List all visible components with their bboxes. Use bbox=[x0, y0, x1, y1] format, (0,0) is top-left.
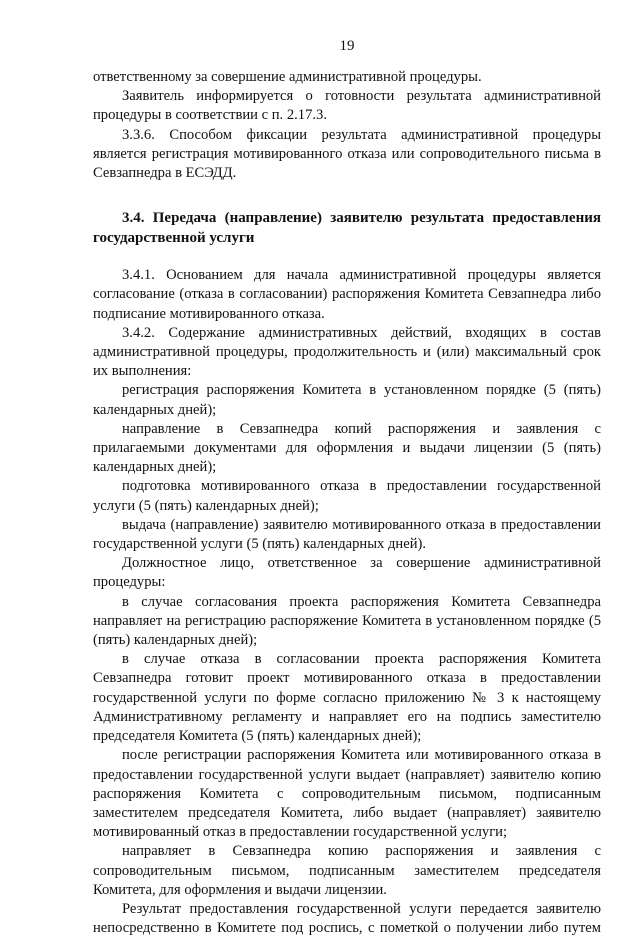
paragraph: ответственному за совершение административной процедуры. bbox=[93, 69, 482, 85]
document-body bbox=[93, 68, 601, 938]
paragraph: 3.4.2. Содержание административных действий, входящих в состав административной процедуры, продолжительность и (или) максимальный срок их выполнения: bbox=[93, 324, 601, 380]
document-page bbox=[93, 0, 601, 937]
paragraph: 3.3.6. Способом фиксации результата административной процедуры является регистрация мотивированного отказа или сопроводительного письма в Севзапнедра в ЕСЭДД. bbox=[93, 126, 601, 182]
list-item: в случае отказа в согласовании проекта распоряжения Комитета Севзапнедра готовит проект мотивированного отказа в предоставлении государственной услуги по форме согласно приложению № 3 к настоящему Административному регламенту и направляет его на подпись заместителю председателя Комитета (5 (пять) календарных дней); bbox=[93, 651, 601, 745]
page-number: 19 bbox=[339, 38, 355, 54]
list-item: направляет в Севзапнедра копию распоряжения и заявления с сопроводительным письмом, подписанным заместителем председателя Комитета, для оформления и выдачи лицензии. bbox=[93, 843, 601, 898]
paragraph: Должностное лицо, ответственное за совершение административной процедуры: bbox=[93, 555, 601, 591]
list-item: направление в Севзапнедра копий распоряжения и заявления с прилагаемыми документами для оформления и выдачи лицензии (5 (пять) календарных дней); bbox=[93, 420, 601, 476]
paragraph: Заявитель информируется о готовности результата административной процедуры в соответствии с п. 2.17.3. bbox=[93, 88, 601, 124]
list-item: выдача (направление) заявителю мотивированного отказа в предоставлении государственной услуги (5 (пять) календарных дней). bbox=[93, 516, 601, 553]
list-item: после регистрации распоряжения Комитета или мотивированного отказа в предоставлении государственной услуги выдает (направляет) заявителю копию распоряжения Комитета с сопроводительным письмом, подписанным заместителем председателя Комитета, либо выдает (направляет) заявителю мотивированный отказ в предоставлении государственной услуги; bbox=[93, 747, 601, 841]
section-heading: 3.4. Передача (направление) заявителю результата предоставления государственной услуги bbox=[93, 210, 601, 246]
paragraph: 3.4.1. Основанием для начала административной процедуры является согласование (отказа в согласовании) распоряжения Комитета Севзапнедра либо подписание мотивированного отказа. bbox=[93, 267, 601, 322]
paragraph: Результат предоставления государственной услуги передается заявителю непосредственно в Комитете под роспись, с пометкой о получении либо путем bbox=[93, 900, 601, 937]
list-item: регистрация распоряжения Комитета в установленном порядке (5 (пять) календарных дней); bbox=[93, 382, 601, 418]
list-item: в случае согласования проекта распоряжения Комитета Севзапнедра направляет на регистрацию распоряжение Комитета в установленном порядке (5 (пять) календарных дней); bbox=[93, 593, 601, 649]
list-item: подготовка мотивированного отказа в предоставлении государственной услуги (5 (пять) календарных дней); bbox=[93, 478, 601, 514]
